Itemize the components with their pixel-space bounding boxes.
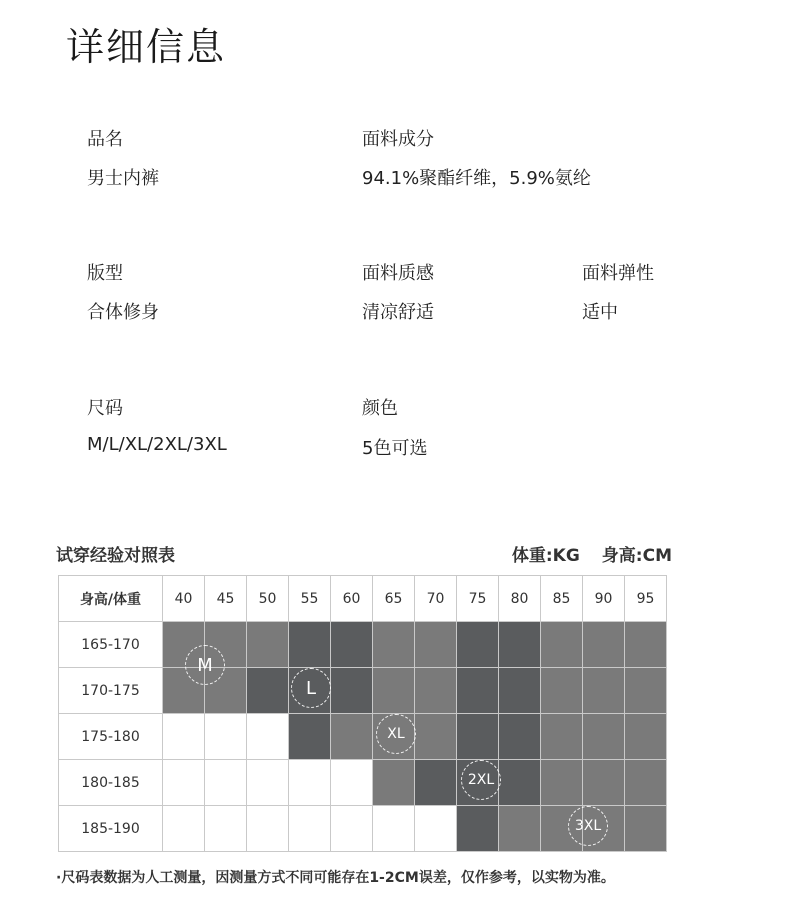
size-cell	[415, 714, 457, 760]
size-cell	[625, 668, 667, 714]
size-cell	[457, 622, 499, 668]
size-badge-xl: XL	[376, 714, 416, 754]
texture-label: 面料质感	[362, 263, 434, 284]
table-row	[59, 622, 667, 668]
size-value: M/L/XL/2XL/3XL	[87, 434, 227, 455]
size-cell	[625, 806, 667, 852]
size-cell	[163, 760, 205, 806]
size-cell	[541, 668, 583, 714]
size-cell	[499, 714, 541, 760]
size-cell	[583, 714, 625, 760]
weight-header: 45	[205, 576, 247, 622]
height-header: 165-170	[59, 622, 163, 668]
size-cell	[289, 806, 331, 852]
size-cell	[541, 714, 583, 760]
fabric-label: 面料成分	[362, 129, 434, 150]
elastic-label: 面料弹性	[582, 263, 654, 284]
size-cell	[331, 668, 373, 714]
size-cell	[457, 806, 499, 852]
size-cell	[499, 760, 541, 806]
size-cell	[373, 622, 415, 668]
size-badge-2xl: 2XL	[461, 760, 501, 800]
size-cell	[205, 714, 247, 760]
weight-header: 55	[289, 576, 331, 622]
height-header: 185-190	[59, 806, 163, 852]
height-header: 170-175	[59, 668, 163, 714]
height-header: 180-185	[59, 760, 163, 806]
size-cell	[583, 622, 625, 668]
size-cell	[457, 668, 499, 714]
table-row	[59, 714, 667, 760]
weight-header: 40	[163, 576, 205, 622]
color-value: 5色可选	[362, 438, 428, 459]
size-cell	[331, 806, 373, 852]
table-row	[59, 668, 667, 714]
weight-header: 75	[457, 576, 499, 622]
weight-header: 90	[583, 576, 625, 622]
size-cell	[373, 806, 415, 852]
size-cell	[373, 668, 415, 714]
size-chart-header-row	[59, 576, 667, 622]
size-cell	[583, 760, 625, 806]
weight-header: 50	[247, 576, 289, 622]
size-chart-units	[490, 541, 672, 566]
table-row	[59, 760, 667, 806]
size-cell	[247, 806, 289, 852]
size-cell	[205, 760, 247, 806]
size-badge-m: M	[185, 645, 225, 685]
color-label: 颜色	[362, 398, 398, 419]
size-cell	[625, 622, 667, 668]
size-cell	[331, 714, 373, 760]
disclaimer-note: ·尺码表数据为人工测量，因测量方式不同可能存在1-2CM误差，仅作参考，以实物为准。	[56, 870, 615, 886]
size-badge-3xl: 3XL	[568, 806, 608, 846]
size-cell	[247, 760, 289, 806]
size-cell	[163, 714, 205, 760]
size-cell	[289, 760, 331, 806]
size-cell	[583, 668, 625, 714]
size-cell	[331, 760, 373, 806]
size-cell	[415, 668, 457, 714]
size-cell	[247, 714, 289, 760]
fit-label: 版型	[87, 263, 123, 284]
weight-header: 85	[541, 576, 583, 622]
fabric-value: 94.1%聚酯纤维，5.9%氨纶	[362, 168, 591, 189]
size-cell	[541, 622, 583, 668]
size-cell	[541, 760, 583, 806]
size-chart-title: 试穿经验对照表	[56, 546, 175, 566]
weight-header: 80	[499, 576, 541, 622]
product-name-label: 品名	[87, 129, 123, 150]
corner-header: 身高/体重	[59, 576, 163, 622]
fit-value: 合体修身	[87, 302, 159, 323]
height-unit: 身高:CM	[601, 546, 672, 566]
size-cell	[415, 806, 457, 852]
size-cell	[415, 760, 457, 806]
weight-unit: 体重:KG	[511, 546, 580, 566]
size-cell	[415, 622, 457, 668]
size-cell	[205, 806, 247, 852]
product-name-value: 男士内裤	[87, 168, 159, 189]
size-badge-l: L	[291, 668, 331, 708]
size-cell	[289, 714, 331, 760]
weight-header: 70	[415, 576, 457, 622]
size-cell	[499, 806, 541, 852]
size-cell	[457, 714, 499, 760]
weight-header: 95	[625, 576, 667, 622]
size-label: 尺码	[87, 398, 123, 419]
size-cell	[247, 668, 289, 714]
size-cell	[163, 806, 205, 852]
texture-value: 清凉舒适	[362, 302, 434, 323]
weight-header: 60	[331, 576, 373, 622]
size-cell	[499, 622, 541, 668]
weight-header: 65	[373, 576, 415, 622]
size-cell	[331, 622, 373, 668]
size-cell	[289, 622, 331, 668]
elastic-value: 适中	[582, 302, 618, 323]
size-cell	[247, 622, 289, 668]
size-cell	[373, 760, 415, 806]
height-header: 175-180	[59, 714, 163, 760]
size-cell	[625, 760, 667, 806]
page-title: 详细信息	[66, 25, 227, 69]
size-cell	[499, 668, 541, 714]
size-cell	[625, 714, 667, 760]
